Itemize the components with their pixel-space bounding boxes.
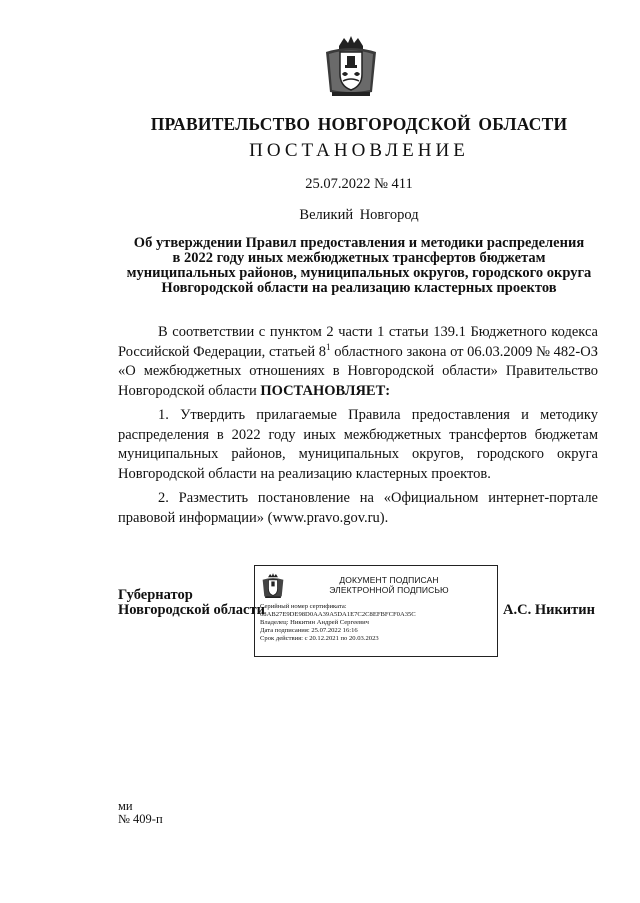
- stamp-owner: Владелец: Никитин Андрей Сергеевич: [260, 619, 369, 626]
- subject-line: Новгородской области на реализацию кластерных проектов: [161, 280, 557, 296]
- signer-position: [118, 588, 265, 618]
- stamp-serial-value: 68AB27E9DE98D0AA39A5DA1E7C2C8EFBFCF0A35C: [260, 611, 416, 618]
- paragraph-item-2: 2. Разместить постановление на «Официальном интернет-портале правовой информации» (www.pravo.gov.ru).: [118, 490, 598, 526]
- footer-reference: № 409-п: [118, 812, 163, 826]
- stamp-validity: Срок действия: с 20.12.2021 по 20.03.2023: [260, 635, 379, 642]
- paragraph-item-1: 1. Утвердить прилагаемые Правила предоставления и методику распределения в 2022 году иных межбюджетных трансфертов бюджетам муниципальных районов, муниципальных округов, городского округа Новгородской области на реализацию кластерных проектов.: [118, 407, 598, 482]
- document-footer: [118, 800, 163, 826]
- subject-line: муниципальных районов, муниципальных округов, городского округа: [126, 265, 592, 281]
- signer-position-line: Новгородской области: [118, 602, 265, 618]
- preamble-text-cont: областного закона от 06.03.2009 № 482-ОЗ «О межбюджетных отношениях в Новгородской области» Правительство Новгородской области: [118, 343, 598, 399]
- organization-title: ПРАВИТЕЛЬСТВО НОВГОРОДСКОЙ ОБЛАСТИ: [150, 114, 568, 134]
- signer-position-line: Губернатор: [118, 587, 193, 603]
- subject-line: в 2022 году иных межбюджетных трансфертов бюджетам: [172, 250, 546, 266]
- stamp-title-line: ЭЛЕКТРОННОЙ ПОДПИСЬЮ: [329, 585, 449, 595]
- article-superscript: 1: [326, 341, 331, 352]
- stamp-details: [260, 603, 496, 643]
- electronic-signature-stamp: [254, 565, 498, 657]
- stamp-signed-date: Дата подписания: 25.07.2022 16:16: [260, 627, 358, 634]
- coat-of-arms-icon: [322, 34, 380, 100]
- document-body: [118, 323, 598, 533]
- signer-name: А.С. Никитин: [503, 602, 595, 618]
- stamp-title-line: ДОКУМЕНТ ПОДПИСАН: [339, 575, 439, 585]
- footer-initials: ми: [118, 799, 133, 813]
- stamp-serial-label: Серийный номер сертификата:: [260, 603, 347, 610]
- document-date-number: 25.07.2022 № 411: [305, 176, 413, 192]
- document-subject: [110, 236, 608, 296]
- stamp-coat-of-arms-icon: [261, 572, 285, 600]
- document-type: ПОСТАНОВЛЕНИЕ: [249, 140, 469, 161]
- subject-line: Об утверждении Правил предоставления и методики распределения: [133, 235, 585, 251]
- document-city: Великий Новгород: [299, 207, 419, 223]
- paragraph-preamble: [118, 323, 598, 401]
- stamp-header: [291, 575, 487, 595]
- resolution-keyword: ПОСТАНОВЛЯЕТ:: [260, 382, 391, 399]
- preamble-text: В соответствии с пунктом 2 части 1 статьи 139.1 Бюджетного кодекса Российской Федерации, статьей 8: [118, 324, 598, 360]
